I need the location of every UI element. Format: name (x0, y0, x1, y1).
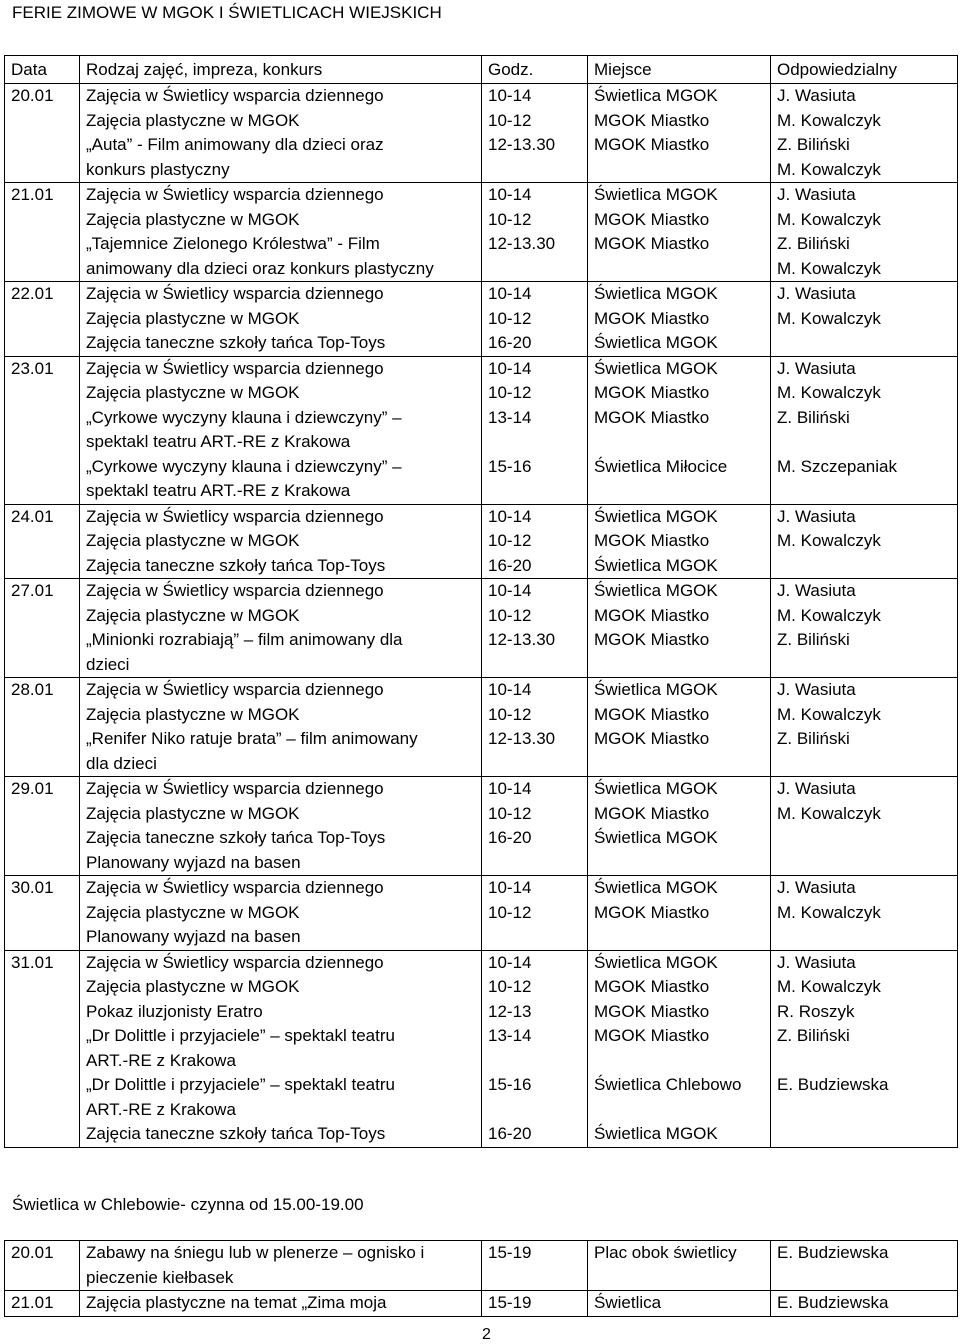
hours-line: 10-12 (488, 977, 532, 996)
hours-line: 10-12 (488, 110, 532, 130)
hours-line: 10-14 (488, 506, 532, 526)
place-cell (588, 356, 771, 504)
hours-cell (482, 876, 588, 951)
place-line: MGOK Miastko (594, 630, 710, 649)
hours-line: 10-14 (488, 86, 532, 105)
place-line (594, 479, 770, 504)
responsible-line (777, 826, 957, 851)
responsible-cell (771, 84, 958, 183)
activity-line: dzieci (86, 654, 130, 674)
hours-line: 10-12 (488, 902, 532, 922)
date-cell: 22.01 (5, 282, 80, 357)
activity-line: „Tajemnice Zielonego Królestwa” - Film (86, 234, 380, 253)
hours-cell (482, 579, 588, 678)
hours-cell (482, 1241, 588, 1291)
hours-line: 12-13.30 (488, 630, 556, 649)
place-line: Świetlica MGOK (594, 581, 718, 600)
hours-line: 16-20 (488, 333, 532, 352)
place-cell (588, 504, 771, 579)
responsible-line: E. Budziewska (777, 1243, 889, 1262)
hours-line: 10-14 (488, 680, 532, 699)
hours-line (488, 1049, 587, 1074)
activity-line: „Minionki rozrabiają” – film animowany dla (86, 630, 403, 649)
date-cell: 24.01 (5, 504, 80, 579)
place-line: Świetlica MGOK (594, 952, 718, 972)
hours-line (488, 1098, 587, 1123)
responsible-line: J. Wasiuta (777, 779, 856, 798)
place-line (594, 752, 770, 777)
responsible-line: Z. Biliński (777, 135, 850, 154)
hours-line: 13-14 (488, 1026, 532, 1045)
hours-cell (482, 356, 588, 504)
responsible-line: M. Kowalczyk (777, 308, 881, 328)
place-line: Świetlica Chlebowo (594, 1075, 742, 1094)
place-line: Świetlica MGOK (594, 1124, 718, 1143)
hours-line: 15-16 (488, 1075, 532, 1094)
responsible-line: J. Wasiuta (777, 581, 856, 600)
place-line: MGOK Miastko (594, 308, 710, 328)
place-line: MGOK Miastko (594, 1026, 710, 1045)
place-line: Świetlica MGOK (594, 333, 718, 352)
hours-line (488, 1266, 587, 1291)
responsible-line: Z. Biliński (777, 630, 850, 649)
place-line: Świetlica MGOK (594, 828, 718, 847)
hours-line: 10-14 (488, 358, 532, 378)
header-hours: Godz. (482, 56, 588, 84)
activity-line: ART.-RE z Krakowa (86, 1099, 236, 1119)
responsible-line: J. Wasiuta (777, 86, 856, 105)
date-cell: 30.01 (5, 876, 80, 951)
responsible-cell (771, 950, 958, 1147)
activity-line: Zajęcia plastyczne w MGOK (86, 704, 300, 724)
responsible-line: M. Kowalczyk (777, 531, 881, 550)
hours-line: 10-12 (488, 209, 532, 229)
table-row (5, 356, 958, 504)
hours-line (488, 925, 587, 950)
activity-cell (80, 1241, 482, 1291)
activity-line: Zajęcia w Świetlicy wsparcia dziennego (86, 680, 384, 699)
date-cell: 28.01 (5, 678, 80, 777)
table-row (5, 1241, 958, 1291)
activity-line: Zajęcia plastyczne w MGOK (86, 110, 300, 130)
hours-line: 10-14 (488, 952, 532, 972)
responsible-cell (771, 678, 958, 777)
responsible-line: M. Kowalczyk (777, 704, 881, 724)
date-cell: 27.01 (5, 579, 80, 678)
place-line: Świetlica MGOK (594, 779, 718, 798)
place-line: MGOK Miastko (594, 704, 710, 724)
place-line (594, 925, 770, 950)
activity-line: Zajęcia plastyczne na temat „Zima moja (86, 1293, 387, 1312)
place-line: MGOK Miastko (594, 407, 710, 427)
hours-line: 10-12 (488, 383, 532, 402)
responsible-line: Z. Biliński (777, 407, 850, 427)
place-cell (588, 1241, 771, 1291)
place-line (594, 1049, 770, 1074)
activity-cell (80, 183, 482, 282)
hours-line: 16-20 (488, 828, 532, 847)
responsible-line: J. Wasiuta (777, 506, 856, 526)
hours-cell (482, 1291, 588, 1317)
responsible-line (777, 1098, 957, 1123)
hours-line: 10-14 (488, 779, 532, 798)
responsible-line (777, 653, 957, 678)
responsible-line: M. Kowalczyk (777, 977, 881, 996)
hours-cell (482, 678, 588, 777)
place-line: Świetlica MGOK (594, 555, 718, 575)
place-line: Świetlica MGOK (594, 680, 718, 699)
responsible-cell (771, 777, 958, 876)
section-title: Świetlica w Chlebowie- czynna od 15.00-19.00 (12, 1195, 364, 1214)
hours-line: 12-13.30 (488, 234, 556, 253)
place-line: MGOK Miastko (594, 234, 710, 253)
page-title: FERIE ZIMOWE W MGOK I ŚWIETLICACH WIEJSKICH (12, 3, 442, 22)
activity-line: spektakl teatru ART.-RE z Krakowa (86, 432, 351, 451)
responsible-line: E. Budziewska (777, 1075, 889, 1094)
place-line: MGOK Miastko (594, 803, 710, 823)
hours-cell (482, 504, 588, 579)
activity-line: Zajęcia plastyczne w MGOK (86, 209, 300, 229)
place-line: MGOK Miastko (594, 135, 710, 154)
responsible-line (777, 851, 957, 876)
hours-line: 12-13.30 (488, 729, 556, 748)
hours-line (488, 479, 587, 504)
activity-line: Zajęcia plastyczne w MGOK (86, 383, 300, 402)
responsible-line (777, 1049, 957, 1074)
activity-cell (80, 356, 482, 504)
place-cell (588, 950, 771, 1147)
activity-line: Zajęcia plastyczne w MGOK (86, 531, 300, 550)
activity-line: Planowany wyjazd na basen (86, 852, 301, 872)
activity-line: Zajęcia w Świetlicy wsparcia dziennego (86, 878, 384, 897)
hours-line (488, 257, 587, 282)
activity-line: Zajęcia plastyczne w MGOK (86, 977, 300, 996)
schedule-table (4, 55, 958, 1148)
responsible-line: R. Roszyk (777, 1001, 855, 1021)
responsible-line (777, 430, 957, 455)
responsible-line (777, 752, 957, 777)
hours-line (488, 430, 587, 455)
place-cell (588, 876, 771, 951)
place-line: Świetlica (594, 1293, 662, 1312)
header-activity: Rodzaj zajęć, impreza, konkurs (80, 56, 482, 84)
place-cell (588, 282, 771, 357)
header-date: Data (5, 56, 80, 84)
activity-cell (80, 950, 482, 1147)
place-line (594, 430, 770, 455)
responsible-cell (771, 356, 958, 504)
hours-line: 10-12 (488, 308, 532, 328)
responsible-line: Z. Biliński (777, 729, 850, 748)
place-line: Świetlica Miłocice (594, 456, 728, 476)
activity-line: ART.-RE z Krakowa (86, 1050, 236, 1070)
responsible-line: M. Kowalczyk (777, 383, 881, 402)
activity-line: Zajęcia w Świetlicy wsparcia dziennego (86, 779, 384, 798)
activity-line: Zajęcia plastyczne w MGOK (86, 605, 300, 625)
hours-line: 10-12 (488, 803, 532, 823)
responsible-cell (771, 183, 958, 282)
place-line: MGOK Miastko (594, 1001, 710, 1021)
activity-line: „Cyrkowe wyczyny klauna i dziewczyny” – (86, 407, 402, 427)
place-line: Świetlica MGOK (594, 284, 718, 303)
activity-line: „Dr Dolittle i przyjaciele” – spektakl teatru (86, 1075, 395, 1094)
responsible-cell (771, 579, 958, 678)
activity-line: Zajęcia w Świetlicy wsparcia dziennego (86, 581, 384, 600)
activity-line: Zajęcia plastyczne w MGOK (86, 308, 300, 328)
date-cell: 23.01 (5, 356, 80, 504)
activity-line: spektakl teatru ART.-RE z Krakowa (86, 481, 351, 500)
activity-cell (80, 777, 482, 876)
activity-line: Zajęcia plastyczne w MGOK (86, 803, 300, 823)
place-line (594, 1266, 770, 1291)
activity-line: „Renifer Niko ratuje brata” – film animowany (86, 729, 418, 748)
activity-line: Zajęcia w Świetlicy wsparcia dziennego (86, 284, 384, 303)
hours-line: 10-14 (488, 185, 532, 204)
activity-line: Zajęcia w Świetlicy wsparcia dziennego (86, 506, 384, 526)
responsible-line: M. Kowalczyk (777, 803, 881, 823)
hours-cell (482, 84, 588, 183)
activity-line: dla dzieci (86, 753, 157, 773)
place-line: MGOK Miastko (594, 209, 710, 229)
place-line: Świetlica MGOK (594, 358, 718, 378)
hours-line: 10-14 (488, 284, 532, 303)
place-line (594, 653, 770, 678)
place-line: MGOK Miastko (594, 383, 710, 402)
responsible-line: J. Wasiuta (777, 680, 856, 699)
place-cell (588, 183, 771, 282)
responsible-line (777, 1266, 957, 1291)
responsible-line: J. Wasiuta (777, 358, 856, 378)
table-header-row (5, 56, 958, 84)
activity-line: pieczenie kiełbasek (86, 1267, 234, 1287)
hours-line (488, 851, 587, 876)
place-line: Plac obok świetlicy (594, 1243, 737, 1262)
table-row (5, 84, 958, 183)
date-cell: 20.01 (5, 84, 80, 183)
responsible-line: J. Wasiuta (777, 878, 856, 897)
activity-line: Zajęcia w Świetlicy wsparcia dziennego (86, 86, 384, 105)
hours-line: 10-14 (488, 581, 532, 600)
hours-line: 12-13.30 (488, 135, 556, 154)
responsible-line: M. Kowalczyk (777, 209, 881, 229)
activity-line: Planowany wyjazd na basen (86, 927, 301, 946)
activity-line: Zajęcia taneczne szkoły tańca Top-Toys (86, 333, 386, 352)
header-responsible: Odpowiedzialny (771, 56, 958, 84)
hours-line: 16-20 (488, 1124, 532, 1143)
table-row (5, 282, 958, 357)
place-line: MGOK Miastko (594, 605, 710, 625)
hours-line (488, 653, 587, 678)
hours-line: 15-19 (488, 1243, 532, 1262)
date-cell: 31.01 (5, 950, 80, 1147)
page-number: 2 (482, 1326, 491, 1343)
date-cell: 21.01 (5, 1291, 80, 1317)
responsible-line (777, 554, 957, 579)
place-cell (588, 579, 771, 678)
activity-line: Zajęcia w Świetlicy wsparcia dziennego (86, 185, 384, 204)
activity-line: Pokaz iluzjonisty Eratro (86, 1001, 263, 1021)
place-cell (588, 678, 771, 777)
hours-line: 13-14 (488, 407, 532, 427)
responsible-line: J. Wasiuta (777, 284, 856, 303)
table-row (5, 777, 958, 876)
activity-line: „Auta” - Film animowany dla dzieci oraz (86, 135, 384, 154)
responsible-cell (771, 1241, 958, 1291)
place-cell (588, 1291, 771, 1317)
hours-line: 10-12 (488, 605, 532, 625)
place-line (594, 851, 770, 876)
responsible-line (777, 925, 957, 950)
activity-line: „Cyrkowe wyczyny klauna i dziewczyny” – (86, 456, 402, 476)
responsible-line: M. Kowalczyk (777, 258, 881, 278)
responsible-cell (771, 1291, 958, 1317)
activity-line: konkurs plastyczny (86, 159, 230, 179)
place-line: MGOK Miastko (594, 729, 710, 748)
table-row (5, 579, 958, 678)
place-cell (588, 84, 771, 183)
responsible-line: J. Wasiuta (777, 185, 856, 204)
responsible-line (777, 1122, 957, 1147)
date-cell: 21.01 (5, 183, 80, 282)
hours-cell (482, 950, 588, 1147)
place-line: Świetlica MGOK (594, 185, 718, 204)
hours-line: 10-12 (488, 531, 532, 550)
table-row (5, 183, 958, 282)
place-line: Świetlica MGOK (594, 878, 718, 897)
place-line (594, 158, 770, 183)
hours-cell (482, 282, 588, 357)
activity-line: Zajęcia w Świetlicy wsparcia dziennego (86, 358, 384, 378)
hours-line: 10-12 (488, 704, 532, 724)
activity-cell (80, 504, 482, 579)
place-line: MGOK Miastko (594, 977, 710, 996)
activity-cell (80, 579, 482, 678)
activity-cell (80, 282, 482, 357)
activity-cell (80, 876, 482, 951)
hours-line: 15-19 (488, 1293, 532, 1312)
header-place: Miejsce (588, 56, 771, 84)
table-row (5, 504, 958, 579)
date-cell: 29.01 (5, 777, 80, 876)
responsible-line: M. Kowalczyk (777, 605, 881, 625)
activity-line: Zajęcia w Świetlicy wsparcia dziennego (86, 952, 384, 972)
date-cell: 20.01 (5, 1241, 80, 1291)
responsible-cell (771, 282, 958, 357)
responsible-line: M. Kowalczyk (777, 110, 881, 130)
activity-line: Zajęcia taneczne szkoły tańca Top-Toys (86, 828, 386, 847)
activity-line: Zajęcia taneczne szkoły tańca Top-Toys (86, 1124, 386, 1143)
table-row (5, 876, 958, 951)
chlebowo-table (4, 1240, 958, 1317)
responsible-line: M. Kowalczyk (777, 902, 881, 922)
activity-cell (80, 1291, 482, 1317)
responsible-line (777, 479, 957, 504)
activity-line: Zabawy na śniegu lub w plenerze – ognisko i (86, 1243, 425, 1262)
responsible-line: J. Wasiuta (777, 952, 856, 972)
table-row (5, 1291, 958, 1317)
hours-line: 12-13 (488, 1001, 532, 1021)
hours-cell (482, 183, 588, 282)
place-line: Świetlica MGOK (594, 86, 718, 105)
responsible-line: Z. Biliński (777, 234, 850, 253)
responsible-line (777, 331, 957, 356)
hours-line: 15-16 (488, 456, 532, 476)
hours-line: 10-14 (488, 878, 532, 897)
hours-line (488, 158, 587, 183)
activity-line: Zajęcia taneczne szkoły tańca Top-Toys (86, 555, 386, 575)
hours-cell (482, 777, 588, 876)
table-row (5, 950, 958, 1147)
activity-line: Zajęcia plastyczne w MGOK (86, 902, 300, 922)
hours-line (488, 752, 587, 777)
responsible-line: M. Szczepaniak (777, 456, 897, 476)
activity-line: „Dr Dolittle i przyjaciele” – spektakl teatru (86, 1026, 395, 1045)
responsible-line: E. Budziewska (777, 1293, 889, 1312)
responsible-cell (771, 876, 958, 951)
place-line: MGOK Miastko (594, 902, 710, 922)
place-line: MGOK Miastko (594, 110, 710, 130)
table-row (5, 678, 958, 777)
hours-line: 16-20 (488, 555, 532, 575)
responsible-line: Z. Biliński (777, 1026, 850, 1045)
responsible-line: M. Kowalczyk (777, 159, 881, 179)
responsible-cell (771, 504, 958, 579)
activity-cell (80, 678, 482, 777)
activity-line: animowany dla dzieci oraz konkurs plastyczny (86, 258, 434, 278)
place-line (594, 1098, 770, 1123)
place-line: MGOK Miastko (594, 531, 710, 550)
place-line: Świetlica MGOK (594, 506, 718, 526)
activity-cell (80, 84, 482, 183)
place-cell (588, 777, 771, 876)
place-line (594, 257, 770, 282)
